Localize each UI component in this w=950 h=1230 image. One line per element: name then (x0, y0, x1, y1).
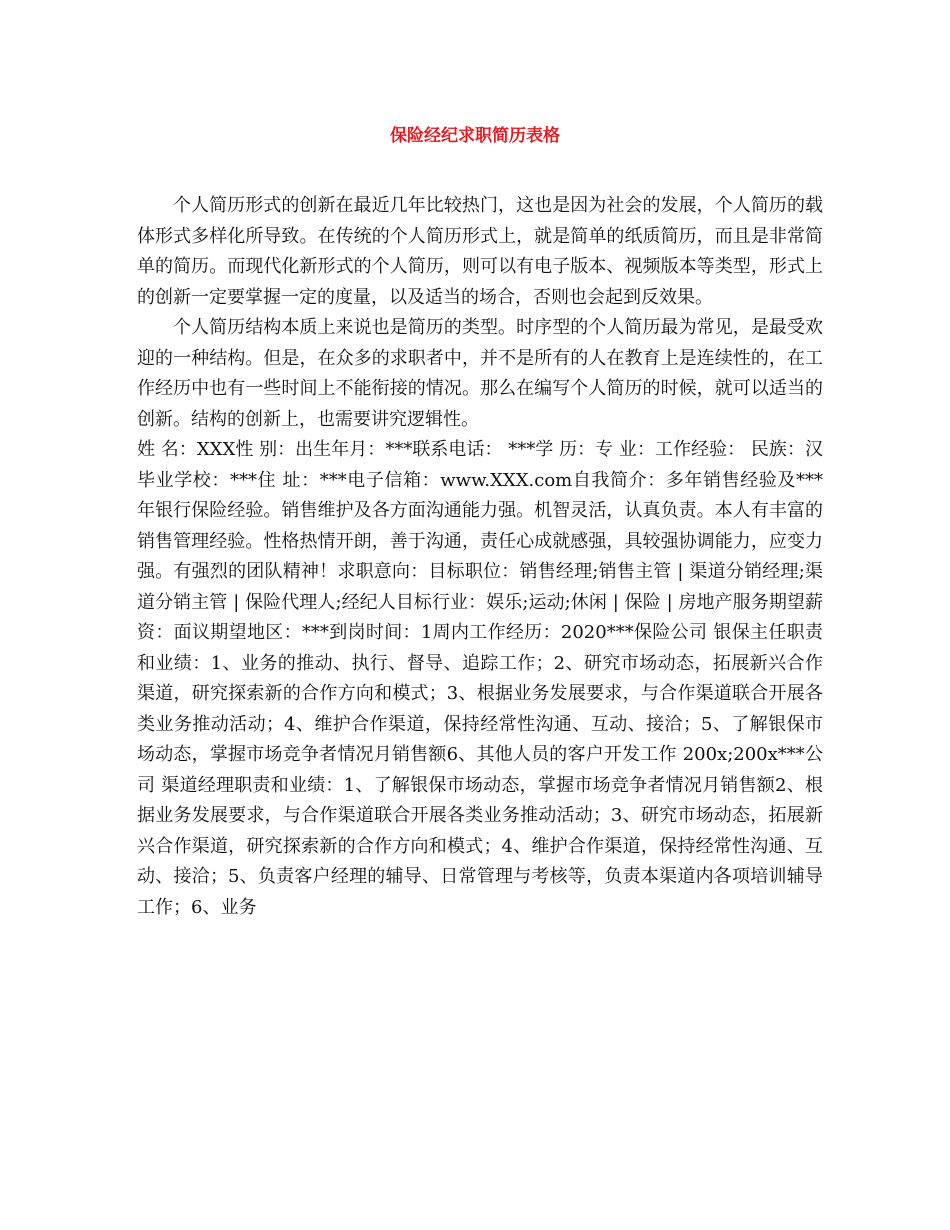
resume-details-paragraph: 姓 名：XXX性 别：出生年月：***联系电话： ***学 历：专 业：工作经验： 民族：汉毕业学校：***住 址：***电子信箱：www.XXX.com自我简介：多年销售经验及***年银行保险经验。销售维护及各方面沟通能力强。机智灵活，认真负责。本人有丰富的销售管理经验。性格热情开朗，善于沟通，责任心成就感强，具较强协调能力，应变力强。有强烈的团队精神！求职意向：目标职位：销售经理;销售主管 | 渠道分销经理;渠道分销主管 | 保险代理人;经纪人目标行业：娱乐;运动;休闲 | 保险 | 房地产服务期望薪资：面议期望地区：***到岗时间：1周内工作经历：2020***保险公司 银保主任职责和业绩：1、业务的推动、执行、督导、追踪工作；2、研究市场动态，拓展新兴合作渠道，研究探索新的合作方向和模式；3、根据业务发展要求，与合作渠道联合开展各类业务推动活动；4、维护合作渠道，保持经常性沟通、互动、接洽；5、了解银保市场动态，掌握市场竞争者情况月销售额6、其他人员的客户开发工作 200x;200x***公司 渠道经理职责和业绩：1、了解银保市场动态，掌握市场竞争者情况月销售额2、根据业务发展要求，与合作渠道联合开展各类业务推动活动；3、研究市场动态，拓展新兴合作渠道，研究探索新的合作方向和模式；4、维护合作渠道，保持经常性沟通、互动、接洽；5、负责客户经理的辅导、日常管理与考核等，负责本渠道内各项培训辅导工作；6、业务 (137, 439, 823, 918)
document-title: 保险经纪求职简历表格 (390, 126, 560, 146)
structure-paragraph: 个人简历结构本质上来说也是简历的类型。时序型的个人简历最为常见，是最受欢迎的一种结构。但是，在众多的求职者中，并不是所有的人在教育上是连续性的，在工作经历中也有一些时间上不能衔接的情况。那么在编写个人简历的时候，就可以适当的创新。结构的创新上，也需要讲究逻辑性。 (137, 317, 823, 430)
intro-paragraph: 个人简历形式的创新在最近几年比较热门，这也是因为社会的发展，个人简历的载体形式多样化所导致。在传统的个人简历形式上，就是简单的纸质简历，而且是非常简单的简历。而现代化新形式的个人简历，则可以有电子版本、视频版本等类型，形式上的创新一定要掌握一定的度量，以及适当的场合，否则也会起到反效果。 (137, 195, 823, 308)
document-body (137, 191, 823, 923)
